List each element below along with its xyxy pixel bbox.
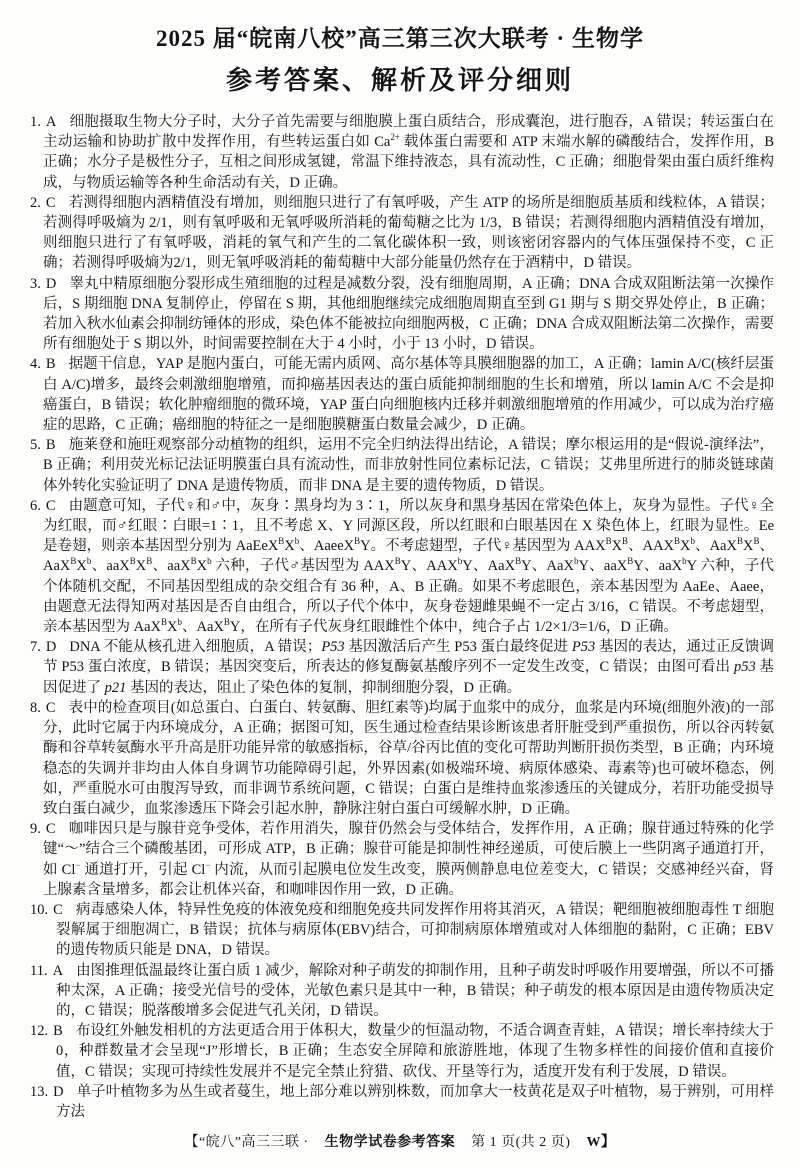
answer-item-7	[30, 637, 774, 698]
footer-page-number: 第 1 页(共 2 页)	[471, 1135, 571, 1150]
answer-text: 由图推理低温最终让蛋白质 1 减少，解除对种子萌发的抑制作用，且种子萌发时呼吸作用要增强，所以不可播种太深，A 正确；接受光信号的受体，光敏色素只是其中一种，B 错误；种子萌发的根本原因是由遗传物质决定的，C 错误；脱落酸增多会促进气孔关闭，D 错误。	[56, 962, 774, 1019]
answer-number: 1.	[30, 114, 41, 130]
answer-item-5	[30, 435, 774, 496]
answer-number: 10.	[30, 901, 49, 918]
answer-item-8	[30, 698, 774, 819]
answer-text: 若测得细胞内酒精值没有增加，则细胞只进行了有氧呼吸，产生 ATP 的场所是细胞质基质和线粒体，A 错误；若测得呼吸熵为 2/1，则有氧呼吸和无氧呼吸所消耗的葡萄糖之比为 1/3，B 错误；若测得细胞内酒精值没有增加，则细胞只进行了有氧呼吸，消耗的氧气和产生的二氧化碳体积一致，则该密闭容器内的气体压强保持不变，C 正确；若测得呼吸熵为2/1，则无氧呼吸消耗的葡萄糖中大部分能量仍然存在于酒精中，D 错误。	[43, 194, 774, 272]
answer-letter: B	[45, 437, 56, 454]
answer-item-12	[30, 1021, 774, 1082]
answer-item-1	[30, 112, 774, 193]
answer-item-2	[30, 193, 774, 274]
answer-letter: C	[45, 194, 56, 211]
answer-text: 病毒感染人体，特异性免疫的体液免疫和细胞免疫共同发挥作用将其消灭，A 错误；靶细胞被细胞毒性 T 细胞裂解属于细胞凋亡，B 错误；抗体与病原体(EBV)结合，可抑制病原体增殖或对人体细胞的黏附，C 正确；EBV 的遗传物质只能是 DNA，D 错误。	[56, 901, 774, 959]
answer-number: 4.	[30, 356, 41, 373]
answer-text: 细胞摄取生物大分子时，大分子首先需要与细胞膜上蛋白质结合，形成囊泡，进行胞吞，A 错误；转运蛋白在主动运输和协助扩散中发挥作用，有些转运蛋白如 $Ca^{2+}$ 载体蛋白需要和 ATP 末端水解的磷酸结合，发挥作用，B 正确；水分子是极性分子，互相之间形成氢键，常温下维持液态，具有流动性，C 正确；细胞骨架由蛋白质纤维构成，与物质运输等各种生命活动有关，D 正确。	[43, 114, 774, 191]
answer-item-4	[30, 354, 774, 435]
answer-number: 6.	[30, 497, 41, 514]
answer-number: 11.	[30, 962, 48, 979]
page-subtitle: 参考答案、解析及评分细则	[225, 66, 574, 96]
answer-number: 3.	[30, 275, 41, 292]
answer-number: 9.	[30, 821, 41, 838]
answer-letter: B	[45, 356, 56, 373]
answer-text: 布设红外触发相机的方法更适合用于体积大，数量少的恒温动物，不适合调查青蛙，A 错误；增长率持续大于 0，种群数量才会呈现“J”形增长，B 正确；生态安全屏障和旅游胜地，体现了生物多样性的间接价值和直接价值，C 错误；实现可持续性发展并不是完全禁止狩猎、砍伐、开垦等行为，适度开发有利于发展，D 错误。	[56, 1023, 774, 1080]
answer-text: 咖啡因只是与腺苷竞争受体，若作用消失，腺苷仍然会与受体结合，发挥作用，A 正确；腺苷通过特殊的化学键“～”结合三个磷酸基团，可形成 ATP，B 正确；腺苷可能是抑制性神经递质，可使后膜上一些阴离子通道打开，如 Cl− 通道打开，引起 Cl− 内流，从而引起膜电位发生改变，膜两侧静息电位差变大，C 错误；交感神经兴奋，肾上腺素含量增多，都会让机体兴奋，和咖啡因作用一致，D 正确。	[43, 821, 775, 898]
answer-text: 据题干信息，YAP 是胞内蛋白，可能无需内质网、高尔基体等具膜细胞器的加工，A 正确；lamin A/C(核纤层蛋白 A/C)增多，最终会刺激细胞增殖，而抑癌基因表达的蛋白质能抑制细胞的生长和增殖，所以 lamin A/C 不会是抑癌蛋白，B 错误；软化肿瘤细胞的微环境，YAP 蛋白向细胞核内迁移并刺激细胞增殖的作用减少，可以成为治疗癌症的思路，C 正确；癌细胞的特征之一是细胞膜糖蛋白数量会减少，D 正确。	[43, 356, 774, 434]
footer-prefix: 【“皖八”高三三联 ·	[184, 1135, 313, 1150]
answer-number: 13.	[30, 1083, 49, 1100]
answer-item-9	[30, 819, 774, 900]
answer-item-13	[30, 1082, 774, 1122]
answer-text: 单子叶植物多为丛生或者蔓生，地上部分难以辨别株数，而加拿大一枝黄花是双子叶植物，易于辨别，可用样方法	[56, 1083, 774, 1120]
footer-version-mark: W】	[586, 1135, 616, 1150]
answer-letter: C	[45, 497, 56, 514]
answer-number: 2.	[30, 194, 41, 211]
answer-item-10	[30, 900, 774, 961]
footer-subject-title: 生物学试卷参考答案	[324, 1135, 456, 1150]
title-block	[0, 0, 800, 97]
answer-letter: D	[45, 639, 57, 656]
exam-title: 2025 届“皖南八校”高三第三次大联考 · 生物学	[156, 26, 644, 51]
answer-letter: D	[53, 1083, 64, 1100]
answers-list	[30, 112, 774, 1122]
answer-number: 5.	[30, 437, 41, 454]
answer-letter: B	[53, 1023, 63, 1040]
answer-text: 施莱登和施旺观察部分动植物的组织，运用不完全归纳法得出结论，A 错误；摩尔根运用的是“假说-演绎法”，B 正确；利用荧光标记法证明膜蛋白具有流动性，而非放射性同位素标记法，C 错误；艾弗里所进行的肺炎链球菌体外转化实验证明了 DNA 是遗传物质，而非 DNA 是主要的遗传物质，D 错误。	[43, 437, 774, 494]
answer-item-11	[30, 961, 774, 1022]
answer-letter: C	[45, 699, 56, 716]
answer-number: 12.	[30, 1023, 49, 1040]
page-footer	[0, 1131, 800, 1151]
answer-text: 由题意可知，子代♀和♂中，灰身∶黑身均为 3∶1，所以灰身和黑身基因在常染色体上，灰身为显性。子代♀全为红眼，而♂红眼∶白眼=1∶1，且不考虑 X、Y 同源区段，所以红眼和白眼基因在 X 染色体上，红眼为显性。Ee 是卷翅，则亲本基因型分别为 $AaEeX^BX^b$、AaeeX$^B$Y。不考虑翅型，子代♀基因型为 $AAX^BX^B$、$AAX^BX^b$、$AaX^BX^B$、$AaX^BX^b$、$aaX^BX^B$、$aaX^BX^b$ 六种，子代♂基因型为 $AAX^BY$、AAX$^b$Y、AaX$^B$Y、AaX$^b$Y、aaX$^B$Y、aaX$^b$Y 六种，子代个体随机交配，不同基因型组成的杂交组合有 36 种，A、B 正确。如果不考虑眼色，亲本基因型为 AaEe、Aaee，由题意无法得知两对基因是否自由组合，所以子代个体中，灰身卷翅雌果蝇不一定占 3/16，C 错误。不考虑翅型，亲本基因型为 $AaX^BX^b$、AaX$^B$Y，在所有子代灰身红眼雌性个体中，纯合子占 1/2×1/3=1/6，D 正确。	[43, 497, 774, 636]
answer-item-6	[30, 496, 774, 637]
answer-number: 7.	[30, 639, 41, 656]
answer-letter: A	[52, 962, 64, 979]
answer-letter: C	[53, 901, 63, 918]
answer-text: 表中的检查项目(如总蛋白、白蛋白、转氨酶、胆红素等)均属于血浆中的成分，血浆是内环境(细胞外液)的一部分，此时它属于内环境成分，A 正确；据图可知，医生通过检查结果诊断该患者肝脏受到严重损伤，所以谷丙转氨酶和谷草转氨酶水平升高是肝功能异常的敏感指标，谷草/谷丙比值的变化可帮助判断肝损伤类型，B 正确；内环境稳态的失调并非均由人体自身调节功能障碍引起，外界因素(如极端环境、病原体感染、毒素等)也可破坏稳态，例如，严重脱水可由腹泻导致，而非调节系统问题，C 错误；白蛋白是维持血浆渗透压的关键成分，若肝功能受损导致白蛋白减少，血浆渗透压下降会引起水肿，静脉注射白蛋白可缓解水肿，D 正确。	[43, 699, 774, 817]
answer-letter: D	[45, 275, 57, 292]
answer-number: 8.	[30, 699, 41, 716]
answer-text: 睾丸中精原细胞分裂形成生殖细胞的过程是减数分裂，没有细胞周期，A 正确；DNA 合成双阻断法第一次操作后，S 期细胞 DNA 复制停止，停留在 S 期，其他细胞继续完成细胞周期直至到 G1 期与 S 期交界处停止，B 正确；若加入秋水仙素会抑制纺锤体的形成，染色体不能被拉向细胞两极，C 正确；DNA 合成双阻断法第二次操作，需要所有细胞处于 S 期以外，时间需要控制在大于 4 小时，小于 13 小时，D 错误。	[43, 275, 774, 353]
answer-letter: C	[45, 821, 56, 838]
answer-item-3	[30, 274, 774, 355]
answer-text: DNA 不能从核孔进入细胞质，A 错误；P53 基因激活后产生 P53 蛋白最终促进 P53 基因的表达，通过正反馈调节 P53 蛋白浓度，B 错误；基因突变后，所表达的修复酶氨基酸序列不一定发生改变，C 错误；由图可看出 p53 基因促进了 p21 基因的表达，阻止了染色体的复制，抑制细胞分裂，D 正确。	[43, 639, 774, 696]
answer-letter: A	[45, 114, 57, 130]
